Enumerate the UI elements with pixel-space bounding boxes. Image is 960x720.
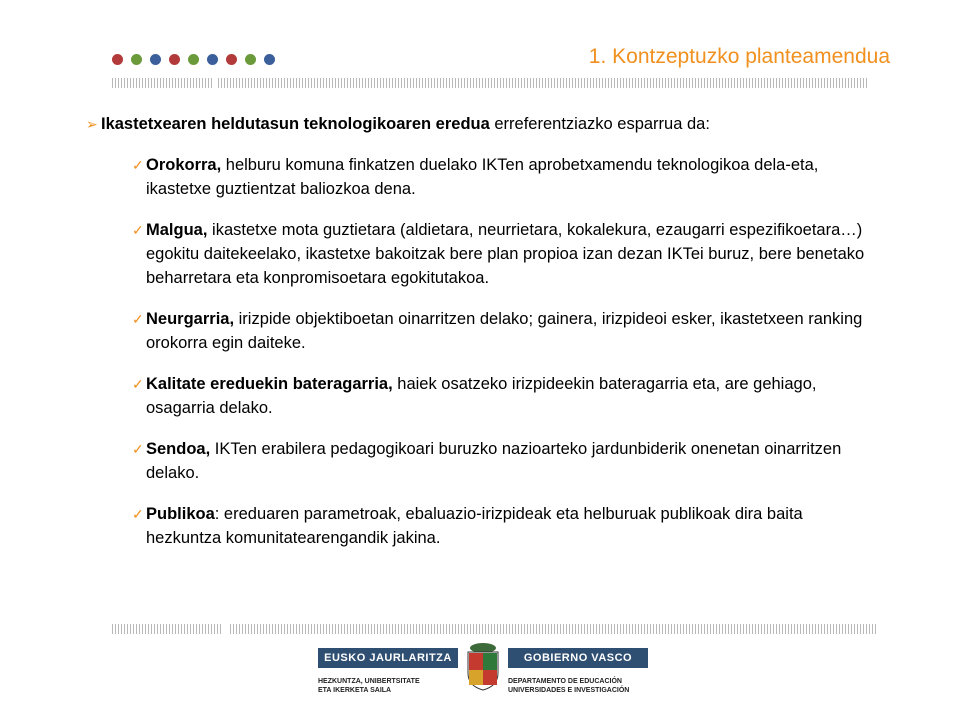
list-item-text bbox=[146, 307, 866, 355]
list-item-text bbox=[146, 153, 866, 201]
list-item bbox=[132, 218, 866, 290]
slide-title: 1. Kontzeptuzko planteamendua bbox=[588, 45, 890, 68]
list-item-bold: Sendoa, bbox=[146, 440, 211, 458]
bottom-tick-divider-short bbox=[112, 624, 222, 634]
list-item bbox=[132, 307, 866, 355]
logo-subtitle-left-line-1: HEZKUNTZA, UNIBERTSITATE bbox=[318, 678, 420, 685]
arrow-bullet-icon: ➢ bbox=[86, 116, 98, 132]
list-item-text bbox=[146, 218, 866, 290]
logo-subtitle-right-line-1: DEPARTAMENTO DE EDUCACIÓN bbox=[508, 678, 622, 685]
dot-4 bbox=[169, 54, 180, 65]
dot-6 bbox=[207, 54, 218, 65]
list-item-rest: helburu komuna finkatzen duelako IKTen aprobetxamendu teknologikoa dela-eta, ikastetxe guztientzat baliozkoa dena. bbox=[146, 156, 819, 198]
logo-subtitle-left bbox=[318, 677, 458, 695]
list-item bbox=[132, 437, 866, 485]
top-tick-divider-long bbox=[218, 78, 868, 88]
dot-3 bbox=[150, 54, 161, 65]
checkmark-icon: ✓ bbox=[132, 376, 144, 392]
list-item-bold: Kalitate ereduekin bateragarria, bbox=[146, 375, 393, 393]
criteria-list bbox=[86, 153, 866, 550]
lead-bullet bbox=[86, 112, 866, 136]
basque-government-logo bbox=[318, 641, 648, 706]
logo-subtitle-right bbox=[508, 677, 648, 695]
list-item bbox=[132, 502, 866, 550]
checkmark-icon: ✓ bbox=[132, 222, 144, 238]
checkmark-icon: ✓ bbox=[132, 311, 144, 327]
dot-5 bbox=[188, 54, 199, 65]
bottom-tick-divider-long bbox=[230, 624, 878, 634]
list-item-rest: IKTen erabilera pedagogikoari buruzko nazioarteko jardunbiderik onenetan oinarritzen delako. bbox=[146, 440, 842, 482]
checkmark-icon: ✓ bbox=[132, 157, 144, 173]
top-tick-divider-short bbox=[112, 78, 212, 88]
dot-9 bbox=[264, 54, 275, 65]
checkmark-icon: ✓ bbox=[132, 441, 144, 457]
dot-8 bbox=[245, 54, 256, 65]
lead-rest: erreferentziazko esparrua da: bbox=[489, 115, 710, 133]
dot-7 bbox=[226, 54, 237, 65]
list-item-rest: : ereduaren parametroak, ebaluazio-irizpideak eta helburuak publikoak dira baita hezkuntza komunitatearengandik jakina. bbox=[146, 505, 803, 547]
logo-subtitle-right-line-2: UNIVERSIDADES E INVESTIGACIÓN bbox=[508, 687, 630, 694]
list-item-bold: Publikoa bbox=[146, 505, 215, 523]
list-item-text bbox=[146, 372, 866, 420]
list-item bbox=[132, 372, 866, 420]
list-item-rest: haiek osatzeko irizpideekin bateragarria eta, are gehiago, osagarria delako. bbox=[146, 375, 817, 417]
dot-1 bbox=[112, 54, 123, 65]
list-item-bold: Neurgarria, bbox=[146, 310, 235, 328]
lead-bold: Ikastetxearen heldutasun teknologikoaren eredua bbox=[101, 115, 490, 133]
list-item-text bbox=[146, 502, 866, 550]
list-item-rest: irizpide objektiboetan oinarritzen delako; gainera, irizpideoi esker, ikastetxeen ranking orokorra egin daiteke. bbox=[146, 310, 863, 352]
list-item-bold: Malgua, bbox=[146, 221, 208, 239]
slide-content bbox=[86, 112, 866, 567]
lead-text bbox=[101, 112, 866, 136]
decorative-dots bbox=[112, 54, 275, 65]
logo-bar-left: EUSKO JAURLARITZA bbox=[318, 648, 458, 668]
logo-subtitle-left-line-2: ETA IKERKETA SAILA bbox=[318, 687, 392, 694]
list-item bbox=[132, 153, 866, 201]
list-item-bold: Orokorra, bbox=[146, 156, 222, 174]
list-item-rest: ikastetxe mota guztietara (aldietara, neurrietara, kokalekura, ezaugarri espezifikoetara…) egokitu daitekeelako, ikastetxe bakoitzak bere plan propioa izan dezan IKTei buruz, bere benetako beharretara eta konpromisoetara egokitutakoa. bbox=[146, 221, 865, 287]
list-item-text bbox=[146, 437, 866, 485]
dot-2 bbox=[131, 54, 142, 65]
coat-of-arms-icon bbox=[463, 641, 503, 691]
logo-bar-right: GOBIERNO VASCO bbox=[508, 648, 648, 668]
checkmark-icon: ✓ bbox=[132, 506, 144, 522]
